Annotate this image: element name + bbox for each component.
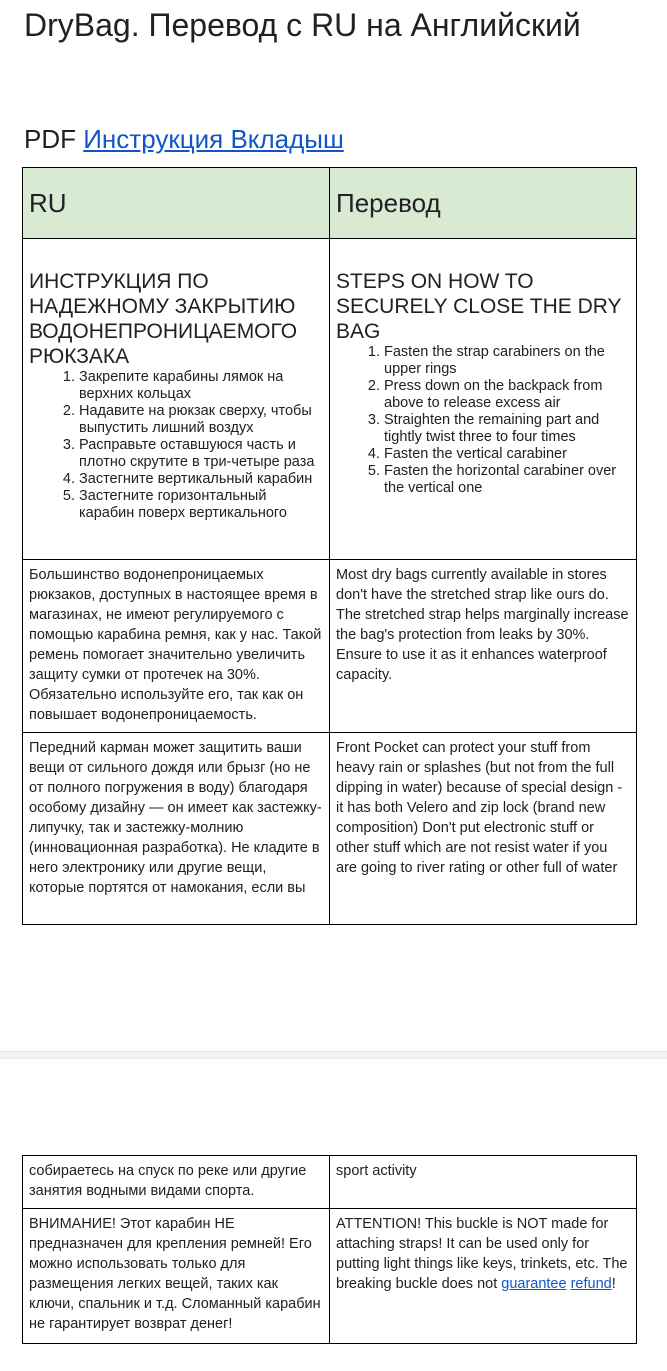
pdf-label: PDF bbox=[24, 124, 76, 154]
ru-text: собираетесь на спуск по реке или другие занятия водными видами спорта. bbox=[29, 1163, 307, 1199]
en-text: Front Pocket can protect your stuff from heavy rain or splashes (but not from the full dipping in water) because of special design - it has both Velero and zip lock (brand new composition) Don't put electronic stuff or other stuff which are not resist water if you are going to river rating or other full of water bbox=[336, 740, 623, 876]
table-row bbox=[23, 1156, 637, 1209]
list-item: 1. Fasten the strap carabiners on the upper rings bbox=[384, 344, 630, 378]
cell-ru[interactable] bbox=[23, 733, 330, 925]
cell-ru[interactable] bbox=[23, 1209, 330, 1344]
en-text: sport activity bbox=[336, 1163, 417, 1179]
list-item: 2. Надавите на рюкзак сверху, чтобы выпустить лишний воздух bbox=[79, 403, 323, 437]
en-text bbox=[336, 1214, 630, 1294]
translation-table-page1 bbox=[22, 167, 637, 925]
cell-ru[interactable] bbox=[23, 560, 330, 733]
list-item: 1. Закрепите карабины лямок на верхних кольцах bbox=[79, 369, 323, 403]
translation-table-page2 bbox=[22, 1155, 637, 1344]
document-title: DryBag. Перевод с RU на Английский bbox=[24, 7, 581, 43]
cell-ru[interactable] bbox=[23, 1156, 330, 1209]
table-row bbox=[23, 239, 637, 560]
cell-ru[interactable] bbox=[23, 239, 330, 560]
table-row bbox=[23, 733, 637, 925]
list-item: 3. Расправьте оставшуюся часть и плотно скрутите в три-четыре раза bbox=[79, 437, 323, 471]
ru-text: ВНИМАНИЕ! Этот карабин НЕ предназначен для крепления ремней! Его можно использовать только для размещения легких вещей, таких как ключи, спальник и т.д. Сломанный карабин не гарантирует возврат денег! bbox=[29, 1216, 321, 1332]
page-break bbox=[0, 1051, 667, 1059]
en-text: Most dry bags currently available in stores don't have the stretched strap like ours do. The stretched strap helps marginally increase the bag's protection from leaks by 30%. Ensure to use it as it enhances waterproof capacity. bbox=[336, 567, 629, 683]
table-row bbox=[23, 1209, 637, 1344]
ru-steps-list bbox=[29, 369, 323, 522]
pdf-link[interactable]: Инструкция Вкладыш bbox=[83, 124, 344, 154]
guarantee-link[interactable]: guarantee bbox=[501, 1276, 567, 1292]
table-row bbox=[23, 560, 637, 733]
refund-link[interactable]: refund bbox=[570, 1276, 612, 1292]
list-item: 3. Straighten the remaining part and tightly twist three to four times bbox=[384, 412, 630, 446]
cell-en[interactable] bbox=[330, 1156, 637, 1209]
list-item: 5. Застегните горизонтальный карабин поверх вертикального bbox=[79, 488, 323, 522]
cell-en[interactable] bbox=[330, 560, 637, 733]
ru-heading: ИНСТРУКЦИЯ ПО НАДЕЖНОМУ ЗАКРЫТИЮ ВОДОНЕПРОНИЦАЕМОГО РЮКЗАКА bbox=[29, 270, 298, 368]
en-heading: STEPS ON HOW TO SECURELY CLOSE THE DRY BAG bbox=[336, 270, 622, 343]
table-header-row bbox=[23, 168, 637, 239]
list-item: 5. Fasten the horizontal carabiner over the vertical one bbox=[384, 463, 630, 497]
ru-text: Большинство водонепроницаемых рюкзаков, доступных в настоящее время в магазинах, не имеют регулируемого с помощью карабина ремня, как у нас. Такой ремень помогает значительно увеличить защиту сумки от протечек на 30%. Обязательно используйте его, так как он повышает водонепроницаемость. bbox=[29, 567, 322, 723]
ru-text: Передний карман может защитить ваши вещи от сильного дождя или брызг (но не от полного погружения в воду) благодаря особому дизайну — он имеет как застежку-липучку, так и застежку-молнию (инновационная разработка). Не кладите в него электронику или другие вещи, которые портятся от намокания, если вы bbox=[29, 740, 322, 896]
cell-en[interactable] bbox=[330, 733, 637, 925]
list-item: 4. Застегните вертикальный карабин bbox=[79, 471, 323, 488]
en-text-part: ! bbox=[611, 1276, 616, 1292]
list-item: 4. Fasten the vertical carabiner bbox=[384, 446, 630, 463]
cell-en[interactable] bbox=[330, 239, 637, 560]
en-steps-list bbox=[336, 344, 630, 497]
list-item: 2. Press down on the backpack from above to release excess air bbox=[384, 378, 630, 412]
pdf-heading bbox=[24, 121, 344, 157]
cell-en[interactable] bbox=[330, 1209, 637, 1344]
en-text-part: ATTENTION! This buckle is NOT made for attaching straps! It can be used only for putting light things like keys, trinkets, etc. The breaking buckle does not bbox=[336, 1216, 628, 1292]
header-translation: Перевод bbox=[330, 168, 637, 239]
header-ru: RU bbox=[23, 168, 330, 239]
